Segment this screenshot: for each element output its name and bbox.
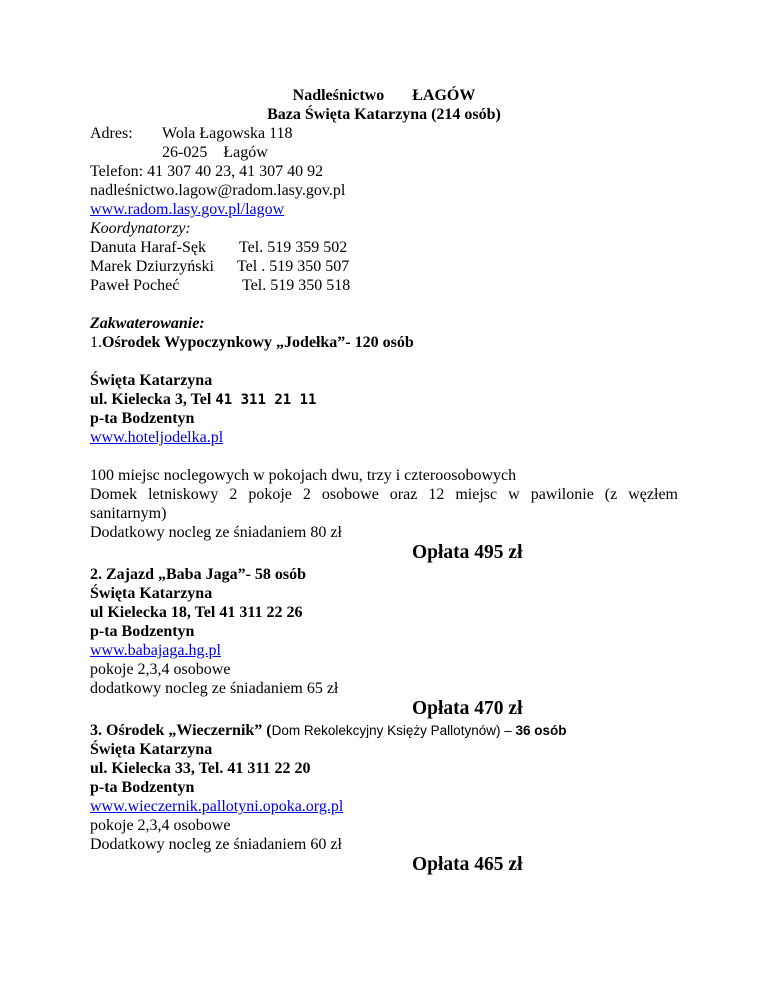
address-city: Łagów (223, 144, 268, 161)
website-link[interactable]: www.radom.lasy.gov.pl/lagow (90, 201, 285, 218)
coordinator-name: Marek Dziurzyński (90, 258, 214, 275)
venue-1-website-line (90, 428, 223, 448)
coordinator-name: Danuta Haraf-Sęk (90, 239, 206, 256)
venue-1-phone: 41 311 21 11 (215, 392, 317, 408)
venue-2-website-link[interactable]: www.babajaga.hg.pl (90, 642, 221, 659)
venue-3-extra-night: Dodatkowy nocleg ze śniadaniem 60 zł (90, 836, 342, 853)
venue-2-fee: Opłata 470 zł (412, 698, 523, 719)
venue-1-address (90, 390, 317, 410)
address-line-1 (90, 124, 293, 144)
venue-2-post: p-ta Bodzentyn (90, 623, 195, 640)
venue-1-title (90, 333, 414, 353)
address-street: Wola Łagowska 118 (162, 125, 293, 142)
venue-3-website-link[interactable]: www.wieczernik.pallotyni.opoka.org.pl (90, 798, 344, 815)
venue-3-fee: Opłata 465 zł (412, 854, 523, 875)
venue-3-address: ul. Kielecka 33, Tel. 41 311 22 20 (90, 760, 311, 777)
address-line-2 (162, 143, 268, 163)
page-subtitle: Baza Święta Katarzyna (214 osób) (267, 106, 501, 123)
venue-3-post: p-ta Bodzentyn (90, 779, 195, 796)
coordinator-phone: Tel. 519 350 518 (242, 277, 351, 294)
coordinator-row (90, 257, 349, 277)
venue-3-capacity: 36 osób (515, 723, 567, 738)
venue-3-title (90, 721, 566, 741)
venue-3-name: 3. Ośrodek „Wieczernik” ( (90, 722, 272, 739)
venue-3-description: Dom Rekolekcyjny Księży Pallotynów) (271, 723, 501, 738)
coordinator-name: Paweł Pocheć (90, 277, 180, 294)
venue-3-dash: – (500, 723, 516, 738)
accommodation-heading: Zakwaterowanie: (90, 315, 205, 332)
venue-2-title: 2. Zajazd „Baba Jaga”- 58 osób (90, 566, 307, 583)
venue-1-extra-night: Dodatkowy nocleg ze śniadaniem 80 zł (90, 524, 342, 541)
coordinators-label: Koordynatorzy: (90, 220, 191, 237)
venue-1-street: ul. Kielecka 3, Tel (90, 391, 216, 408)
coordinator-phone: Tel . 519 350 507 (237, 258, 350, 275)
website-line (90, 200, 284, 220)
venue-2-website-line (90, 641, 221, 661)
email-line: nadleśnictwo.lagow@radom.lasy.gov.pl (90, 182, 346, 199)
coordinator-row (90, 276, 350, 296)
page-title (0, 86, 768, 106)
venue-1-town: Święta Katarzyna (90, 372, 213, 389)
venue-3-town: Święta Katarzyna (90, 741, 213, 758)
venue-1-post: p-ta Bodzentyn (90, 410, 195, 427)
title-institution: Nadleśnictwo (292, 87, 385, 104)
venue-3-rooms: pokoje 2,3,4 osobowe (90, 817, 231, 834)
address-label: Adres: (90, 125, 133, 142)
venue-3-website-line (90, 797, 343, 817)
coordinator-phone: Tel. 519 359 502 (239, 239, 348, 256)
venue-1-desc-3: sanitarnym) (90, 505, 167, 522)
phone-line: Telefon: 41 307 40 23, 41 307 40 92 (90, 163, 324, 180)
venue-1-desc-2: Domek letniskowy 2 pokoje 2 osobowe oraz 12 miejsc w pawilonie (z węzłem (90, 486, 678, 503)
venue-1-desc-1: 100 miejsc noclegowych w pokojach dwu, trzy i czteroosobowych (90, 467, 517, 484)
venue-1-name: Ośrodek Wypoczynkowy „Jodełka”- 120 osób (102, 334, 414, 351)
venue-2-town: Święta Katarzyna (90, 585, 213, 602)
coordinator-row (90, 238, 347, 258)
venue-1-website-link[interactable]: www.hoteljodelka.pl (90, 429, 224, 446)
venue-2-rooms: pokoje 2,3,4 osobowe (90, 661, 231, 678)
venue-1-fee: Opłata 495 zł (412, 542, 523, 563)
venue-2-extra-night: dodatkowy nocleg ze śniadaniem 65 zł (90, 680, 339, 697)
postal-code: 26-025 (162, 144, 208, 161)
venue-2-address: ul Kielecka 18, Tel 41 311 22 26 (90, 604, 303, 621)
venue-1-number: 1. (90, 334, 102, 351)
title-location: ŁAGÓW (412, 87, 476, 104)
